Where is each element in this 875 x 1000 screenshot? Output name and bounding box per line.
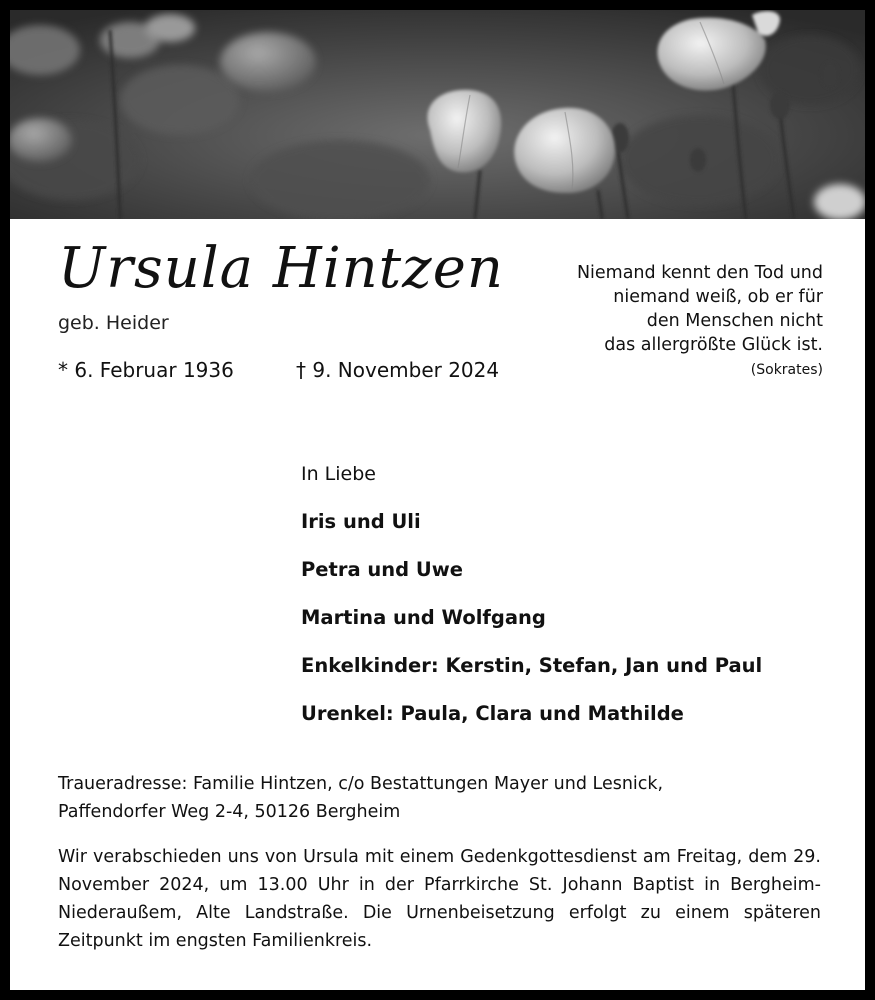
mourners-intro: In Liebe xyxy=(301,463,376,485)
mourner-line: Enkelkinder: Kerstin, Stefan, Jan und Paul xyxy=(301,654,763,677)
quote-author: (Sokrates) xyxy=(750,362,823,378)
mourner-line: Iris und Uli xyxy=(301,510,421,533)
poppy-field-photo-icon xyxy=(10,10,865,219)
address-line: Paffendorfer Weg 2-4, 50126 Bergheim xyxy=(58,802,401,822)
birth-date: * 6. Februar 1936 xyxy=(58,358,234,382)
mourners-list xyxy=(301,462,861,750)
quote-block xyxy=(503,261,823,381)
maiden-name: geb. Heider xyxy=(58,312,169,334)
mourner-line: Urenkel: Paula, Clara und Mathilde xyxy=(301,702,684,725)
address-line: Traueradresse: Familie Hintzen, c/o Bestattungen Mayer und Lesnick, xyxy=(58,774,664,794)
service-announcement: Wir verabschieden uns von Ursula mit einem Gedenkgottesdienst am Freitag, dem 29. November 2024, um 13.00 Uhr in der Pfarrkirche St. Johann Baptist in Bergheim-Niederaußem, Alte Landstraße. Die Urnenbeisetzung erfolgt zu einem späteren Zeitpunkt im engsten Familienkreis. xyxy=(58,847,821,951)
life-dates xyxy=(58,358,500,382)
mourner-line: Martina und Wolfgang xyxy=(301,606,546,629)
quote-line: den Menschen nicht xyxy=(646,311,823,331)
deceased-name: Ursula Hintzen xyxy=(58,236,504,301)
mourner-line: Petra und Uwe xyxy=(301,558,463,581)
quote-line: das allergrößte Glück ist. xyxy=(604,335,823,355)
mourning-address xyxy=(58,770,838,826)
quote-line: niemand weiß, ob er für xyxy=(613,287,823,307)
death-date: † 9. November 2024 xyxy=(296,358,500,382)
quote-line: Niemand kennt den Tod und xyxy=(576,263,823,283)
